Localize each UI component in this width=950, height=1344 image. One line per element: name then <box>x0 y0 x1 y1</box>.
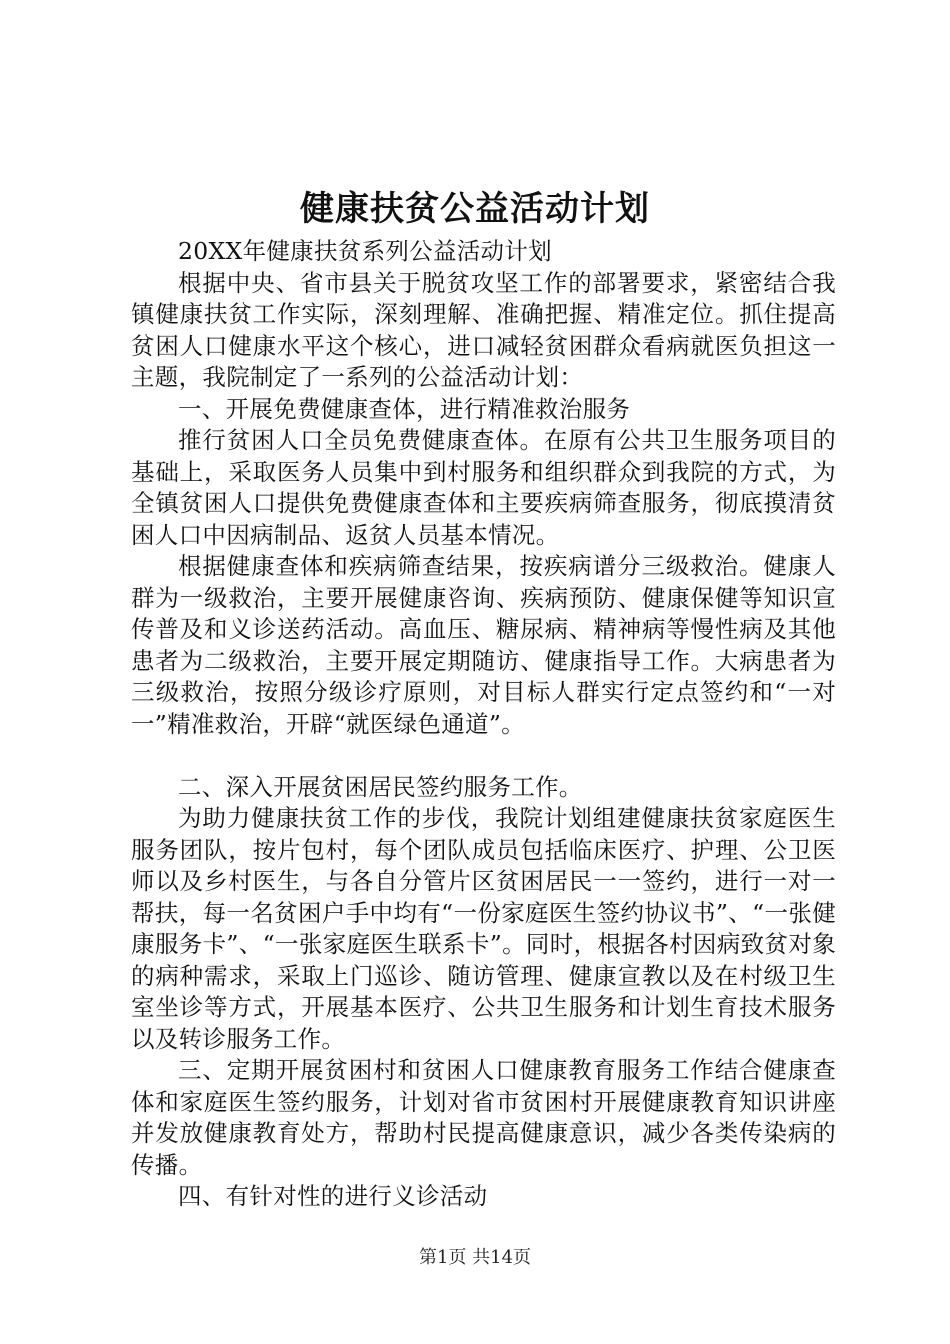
subtitle-line: 20XX年健康扶贫系列公益活动计划 <box>178 237 552 265</box>
section-paragraph-3: 三、定期开展贫困村和贫困人口健康教育服务工作结合健康查体和家庭医生签约服务，计划对省市贫困村开展健康教育知识讲座并发放健康教育处方，帮助村民提高健康意识，减少各类传染病的传播。 <box>131 1056 836 1179</box>
page-number-footer: 第1页 共14页 <box>418 1247 532 1268</box>
section-heading-2: 二、深入开展贫困居民签约服务工作。 <box>178 772 583 801</box>
body-paragraph: 根据健康查体和疾病筛查结果，按疾病谱分三级救治。健康人群为一级救治，主要开展健康咨询、疾病预防、健康保健等知识宣传普及和义诊送药活动。高血压、糖尿病、精神病等慢性病及其他患者为二级救治，主要开展定期随访、健康指导工作。大病患者为三级救治，按照分级诊疗原则，对目标人群实行定点签约和“一对一”精准救治，开辟“就医绿色通道”。 <box>131 552 836 738</box>
intro-paragraph: 根据中央、省市县关于脱贫攻坚工作的部署要求，紧密结合我镇健康扶贫工作实际，深刻理解、准确把握、精准定位。抓住提高贫困人口健康水平这个核心，进口减轻贫困群众看病就医负担这一主题，我院制定了一系列的公益活动计划： <box>131 268 836 391</box>
section-heading-4: 四、有针对性的进行义诊活动 <box>178 1182 488 1210</box>
body-paragraph: 为助力健康扶贫工作的步伐，我院计划组建健康扶贫家庭医生服务团队，按片包村，每个团队成员包括临床医疗、护理、公卫医师以及乡村医生，与各自分管片区贫困居民一一签约，进行一对一帮扶，每一名贫困户手中均有“一份家庭医生签约协议书”、“一张健康服务卡”、“一张家庭医生联系卡”。同时，根据各村因病致贫对象的病种需求，采取上门巡诊、随访管理、健康宣教以及在村级卫生室坐诊等方式，开展基本医疗、公共卫生服务和计划生育技术服务以及转诊服务工作。 <box>131 804 836 1053</box>
document-body <box>131 236 836 1213</box>
section-heading-1: 一、开展免费健康查体，进行精准救治服务 <box>178 394 631 423</box>
document-title: 健康扶贫公益活动计划 <box>300 189 650 229</box>
body-paragraph: 推行贫困人口全员免费健康查体。在原有公共卫生服务项目的基础上，采取医务人员集中到村服务和组织群众到我院的方式，为全镇贫困人口提供免费健康查体和主要疾病筛查服务，彻底摸清贫困人口中因病制品、返贫人员基本情况。 <box>131 426 836 549</box>
